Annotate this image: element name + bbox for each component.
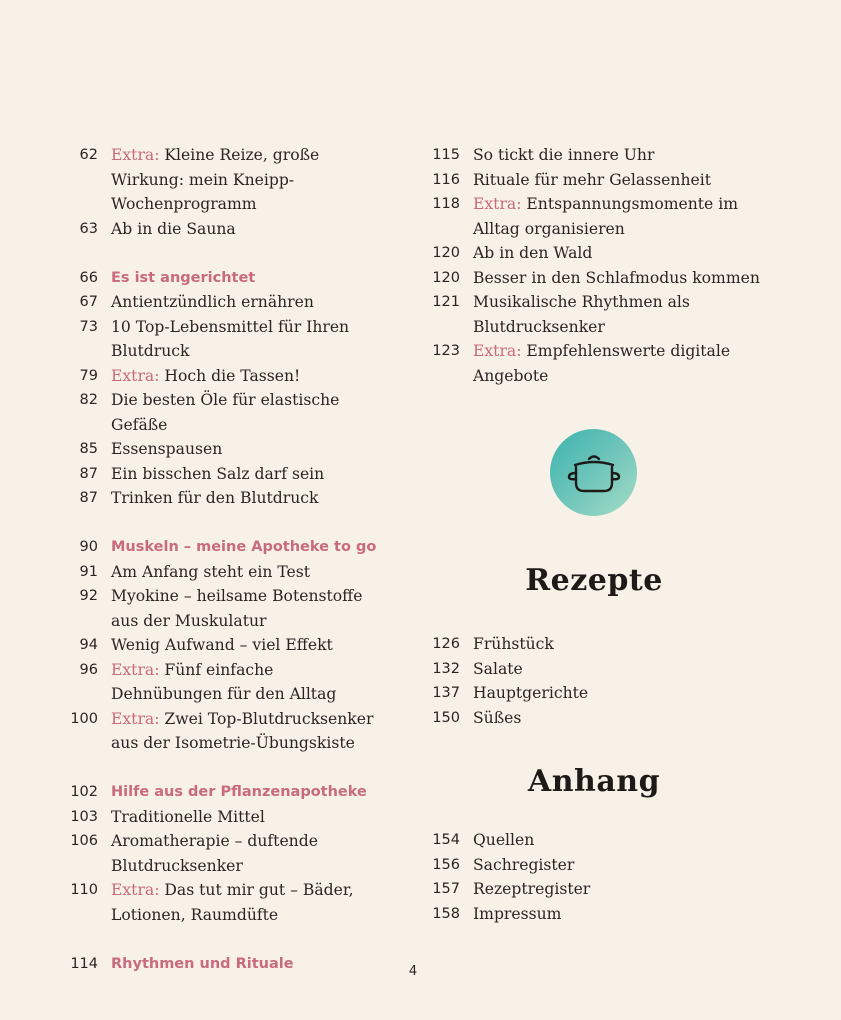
entry-title bbox=[111, 535, 382, 560]
anhang-list bbox=[424, 828, 764, 926]
entry-text: Salate bbox=[473, 659, 523, 678]
cooking-pot-icon bbox=[550, 429, 637, 516]
entry-title bbox=[473, 657, 764, 682]
entry-title bbox=[473, 143, 764, 168]
entry-title bbox=[111, 437, 382, 462]
toc-section-heading[interactable] bbox=[62, 535, 382, 560]
page-ref: 114 bbox=[70, 955, 98, 972]
entry-text: Kleine Reize, große Wirkung: mein Kneipp-Wochenprogramm bbox=[111, 146, 320, 213]
entry-title bbox=[111, 143, 382, 217]
entry-text: Hauptgerichte bbox=[473, 684, 589, 702]
entry-text: Besser in den Schlafmodus kommen bbox=[473, 268, 760, 287]
page-ref: 121 bbox=[432, 294, 460, 310]
entry-text: Trinken für den Blutdruck bbox=[111, 489, 319, 507]
entry-text: Entspannungsmomente im Alltag organisieren bbox=[473, 195, 738, 238]
rezepte-heading: Rezepte bbox=[525, 563, 663, 598]
toc-section-heading[interactable] bbox=[62, 266, 382, 291]
page-ref: 87 bbox=[79, 465, 98, 482]
entry-text: Fünf einfache Dehnübungen für den Alltag bbox=[111, 660, 337, 703]
entry-text: Es ist angerichtet bbox=[111, 269, 256, 286]
entry-text: Antientzündlich ernähren bbox=[111, 293, 314, 311]
entry-title bbox=[473, 902, 764, 927]
entry-text: Rhythmen und Rituale bbox=[111, 955, 294, 972]
page-ref: 132 bbox=[432, 660, 460, 677]
toc-entry[interactable] bbox=[424, 706, 764, 731]
section-spacer bbox=[62, 927, 382, 952]
toc-entry[interactable] bbox=[62, 364, 382, 389]
toc-entry[interactable] bbox=[62, 462, 382, 487]
toc-entry[interactable] bbox=[62, 560, 382, 585]
entry-title bbox=[111, 829, 382, 878]
page-ref: 82 bbox=[79, 392, 98, 408]
section-spacer bbox=[62, 511, 382, 536]
entry-title bbox=[111, 315, 382, 364]
entry-title bbox=[111, 388, 382, 437]
entry-text: Myokine – heilsame Botenstoffe aus der Muskulatur bbox=[111, 587, 363, 630]
page-ref: 115 bbox=[432, 147, 460, 163]
page-ref: 154 bbox=[432, 832, 460, 848]
entry-text: Süßes bbox=[473, 708, 522, 727]
toc-entry[interactable] bbox=[424, 143, 764, 168]
page-ref: 90 bbox=[79, 539, 98, 555]
page-ref: 106 bbox=[70, 833, 98, 849]
entry-title bbox=[111, 878, 382, 927]
entry-title bbox=[473, 877, 764, 902]
entry-text: Wenig Aufwand – viel Effekt bbox=[111, 636, 333, 654]
toc-entry[interactable] bbox=[62, 486, 382, 511]
page-ref: 66 bbox=[79, 269, 98, 286]
entry-text: Frühstück bbox=[473, 635, 554, 653]
toc-right-column bbox=[424, 143, 764, 388]
page-ref: 150 bbox=[432, 709, 460, 726]
page-ref: 118 bbox=[432, 196, 460, 212]
page-ref: 87 bbox=[79, 490, 98, 506]
page-ref: 100 bbox=[70, 710, 98, 727]
page-ref: 103 bbox=[70, 808, 98, 825]
entry-title bbox=[473, 853, 764, 878]
toc-entry[interactable] bbox=[62, 584, 382, 633]
page-ref: 116 bbox=[432, 171, 460, 188]
toc-entry[interactable] bbox=[424, 681, 764, 706]
toc-entry[interactable] bbox=[424, 168, 764, 193]
entry-text: 10 Top-Lebensmittel für Ihren Blutdruck bbox=[111, 317, 350, 360]
page-ref: 91 bbox=[79, 563, 98, 580]
extra-label: Extra: bbox=[473, 342, 522, 360]
toc-entry[interactable] bbox=[62, 388, 382, 437]
extra-label: Extra: bbox=[111, 146, 160, 164]
entry-text: Rituale für mehr Gelassenheit bbox=[473, 170, 711, 189]
entry-title bbox=[111, 707, 382, 756]
entry-title bbox=[111, 290, 382, 315]
toc-left-column bbox=[62, 143, 382, 976]
entry-text: Das tut mir gut – Bäder, Lotionen, Raumdüfte bbox=[111, 881, 354, 924]
extra-label: Extra: bbox=[111, 881, 160, 899]
page-ref: 158 bbox=[432, 905, 460, 922]
extra-label: Extra: bbox=[111, 660, 160, 679]
entry-title bbox=[473, 681, 764, 706]
entry-title bbox=[473, 192, 764, 241]
extra-label: Extra: bbox=[111, 366, 160, 385]
entry-text: Die besten Öle für elastische Gefäße bbox=[111, 391, 340, 434]
entry-title bbox=[473, 339, 764, 388]
entry-text: Impressum bbox=[473, 904, 562, 923]
entry-title bbox=[111, 658, 382, 707]
entry-title bbox=[473, 706, 764, 731]
page-ref: 102 bbox=[70, 784, 98, 800]
page-ref: 67 bbox=[79, 294, 98, 310]
page-ref: 123 bbox=[432, 343, 460, 359]
entry-text: Traditionelle Mittel bbox=[111, 807, 265, 826]
page-ref: 62 bbox=[79, 147, 98, 163]
page-ref: 156 bbox=[432, 856, 460, 873]
toc-entry[interactable] bbox=[424, 192, 764, 241]
toc-entry[interactable] bbox=[424, 657, 764, 682]
page-ref: 85 bbox=[79, 441, 98, 457]
toc-entry[interactable] bbox=[424, 290, 764, 339]
entry-title bbox=[111, 266, 382, 291]
entry-title bbox=[111, 486, 382, 511]
entry-title bbox=[473, 241, 764, 266]
entry-text: Aromatherapie – duftende Blutdrucksenker bbox=[111, 832, 318, 875]
toc-entry[interactable] bbox=[424, 853, 764, 878]
entry-text: Essenspausen bbox=[111, 440, 223, 458]
entry-text: Rezeptregister bbox=[473, 880, 591, 898]
entry-title bbox=[111, 217, 382, 242]
extra-label: Extra: bbox=[111, 709, 160, 728]
rezepte-list bbox=[424, 632, 764, 730]
toc-entry[interactable] bbox=[424, 877, 764, 902]
toc-entry[interactable] bbox=[62, 143, 382, 217]
entry-title bbox=[473, 290, 764, 339]
page-ref: 73 bbox=[79, 318, 98, 335]
entry-text: Ein bisschen Salz darf sein bbox=[111, 464, 325, 483]
entry-text: Empfehlenswerte digitale Angebote bbox=[473, 342, 731, 385]
page-ref: 126 bbox=[432, 636, 460, 652]
entry-title bbox=[111, 364, 382, 389]
entry-text: Ab in den Wald bbox=[473, 244, 593, 262]
entry-title bbox=[473, 828, 764, 853]
entry-title bbox=[111, 780, 382, 805]
entry-text: Quellen bbox=[473, 831, 535, 849]
toc-entry[interactable] bbox=[424, 266, 764, 291]
toc-entry[interactable] bbox=[424, 902, 764, 927]
toc-entry[interactable] bbox=[424, 632, 764, 657]
entry-text: Hilfe aus der Pflanzenapotheke bbox=[111, 784, 367, 800]
toc-entry[interactable] bbox=[62, 707, 382, 756]
toc-entry[interactable] bbox=[62, 217, 382, 242]
toc-entry[interactable] bbox=[62, 878, 382, 927]
entry-title bbox=[111, 584, 382, 633]
page-ref: 79 bbox=[79, 367, 98, 384]
toc-entry[interactable] bbox=[62, 290, 382, 315]
entry-title bbox=[111, 805, 382, 830]
page-number: 4 bbox=[408, 964, 418, 979]
extra-label: Extra: bbox=[473, 195, 522, 213]
entry-title bbox=[473, 168, 764, 193]
page-ref: 137 bbox=[432, 685, 460, 701]
entry-text: Am Anfang steht ein Test bbox=[111, 562, 311, 581]
entry-text: Musikalische Rhythmen als Blutdrucksenker bbox=[473, 293, 690, 336]
entry-text: Ab in die Sauna bbox=[111, 219, 236, 238]
toc-entry[interactable] bbox=[62, 437, 382, 462]
section-spacer bbox=[62, 756, 382, 781]
toc-entry[interactable] bbox=[62, 315, 382, 364]
page-ref: 96 bbox=[79, 661, 98, 678]
entry-title bbox=[473, 266, 764, 291]
toc-section-heading[interactable] bbox=[62, 780, 382, 805]
entry-text: Zwei Top-Blutdrucksenker aus der Isometrie-Übungskiste bbox=[111, 709, 374, 752]
page-ref: 157 bbox=[432, 881, 460, 897]
toc-entry[interactable] bbox=[62, 829, 382, 878]
toc-entry[interactable] bbox=[62, 633, 382, 658]
toc-entry[interactable] bbox=[424, 828, 764, 853]
page-ref: 120 bbox=[432, 269, 460, 286]
toc-entry[interactable] bbox=[62, 805, 382, 830]
entry-text: Hoch die Tassen! bbox=[159, 366, 301, 385]
entry-title bbox=[473, 632, 764, 657]
page-ref: 63 bbox=[79, 220, 98, 237]
entry-text: So tickt die innere Uhr bbox=[473, 146, 655, 164]
page-ref: 92 bbox=[79, 588, 98, 604]
anhang-heading: Anhang bbox=[527, 764, 661, 799]
entry-text: Sachregister bbox=[473, 855, 575, 874]
toc-entry[interactable] bbox=[424, 241, 764, 266]
entry-title bbox=[111, 560, 382, 585]
toc-entry[interactable] bbox=[424, 339, 764, 388]
page-ref: 120 bbox=[432, 245, 460, 261]
entry-title bbox=[111, 462, 382, 487]
toc-entry[interactable] bbox=[62, 658, 382, 707]
entry-text: Muskeln – meine Apotheke to go bbox=[111, 539, 377, 555]
page-ref: 110 bbox=[70, 882, 98, 898]
section-spacer bbox=[62, 241, 382, 266]
page-ref: 94 bbox=[79, 637, 98, 653]
entry-title bbox=[111, 633, 382, 658]
